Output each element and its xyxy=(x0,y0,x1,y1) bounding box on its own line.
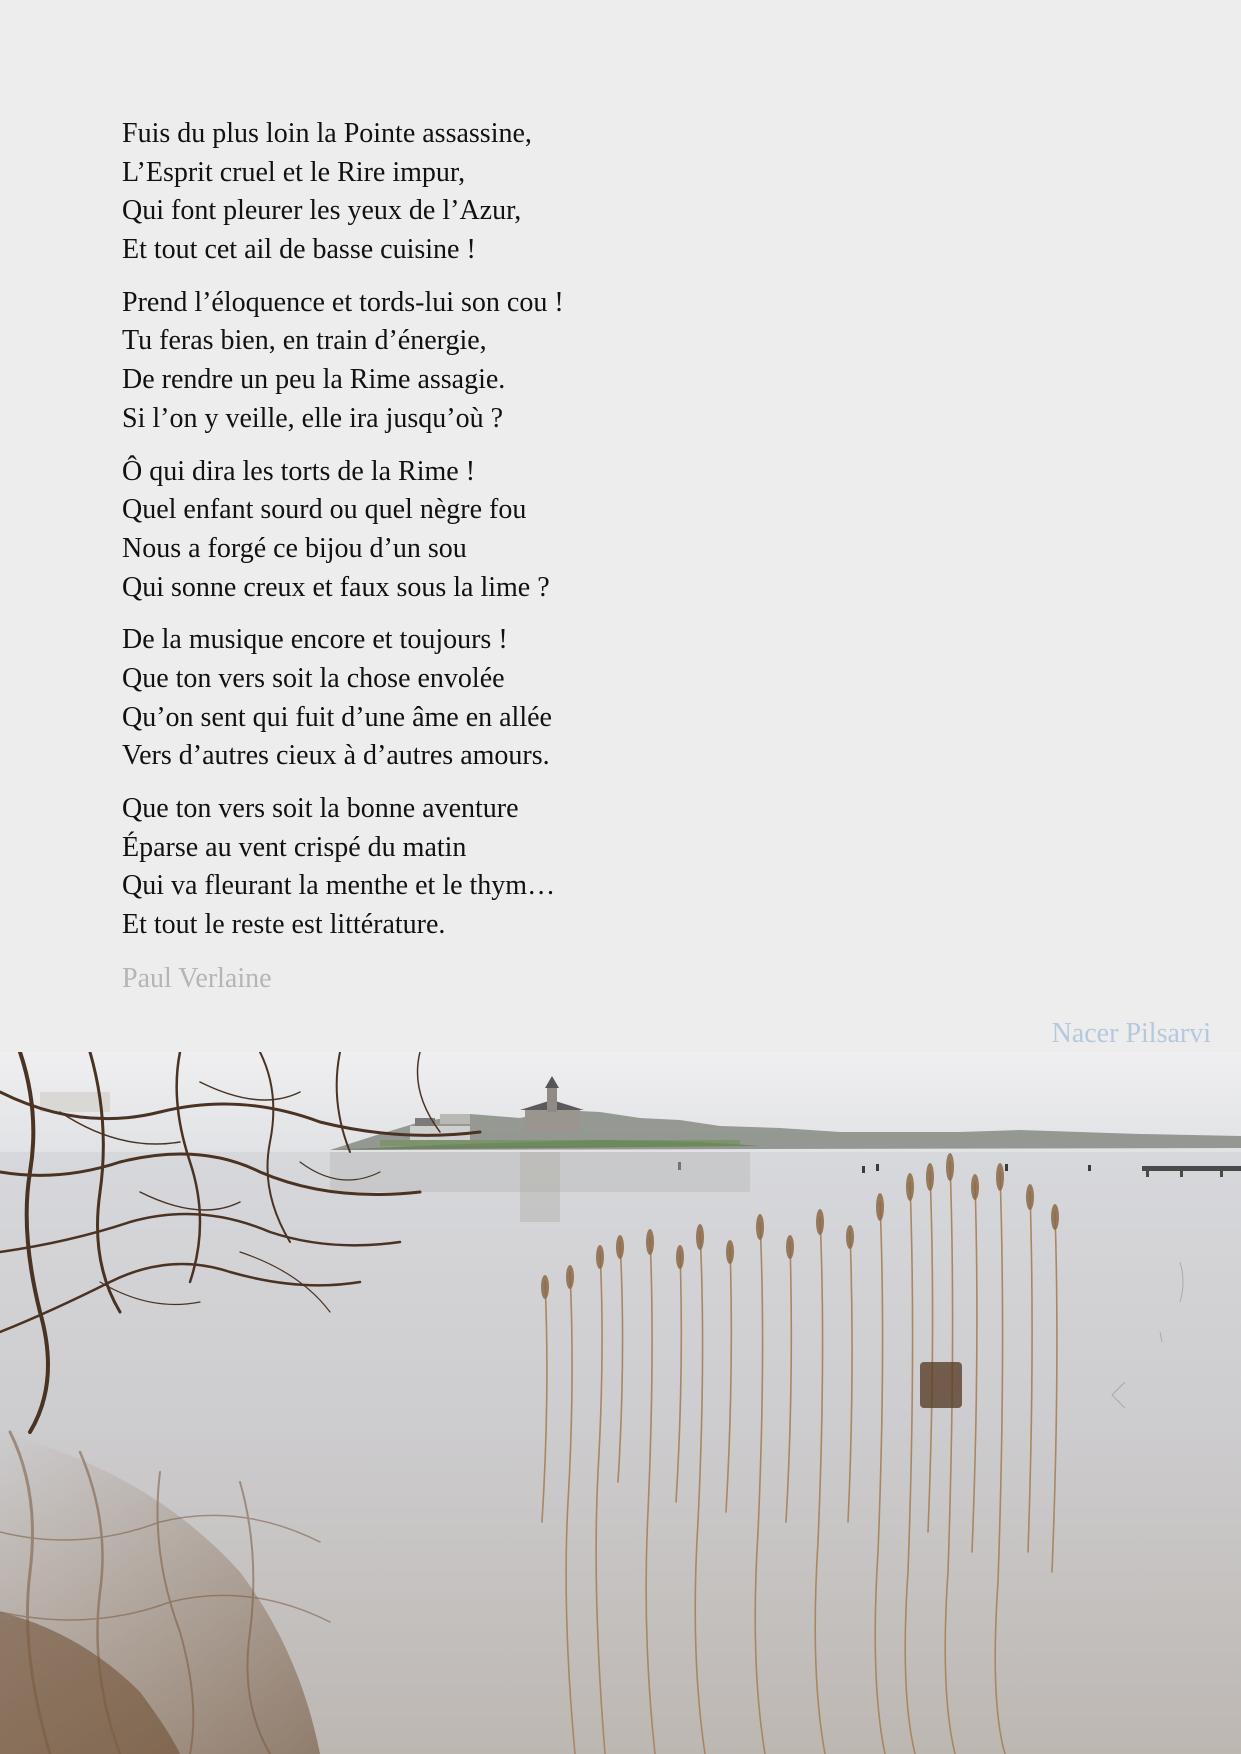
poem-line: Que ton vers soit la chose envolée xyxy=(122,662,505,694)
poem-line: Tu feras bien, en train d’énergie, xyxy=(122,325,487,357)
photo-credit: Nacer Pilsarvi xyxy=(1051,1018,1211,1049)
poem-line: Si l’on y veille, elle ira jusqu’où ? xyxy=(122,402,504,434)
poem-line: Qui sonne creux et faux sous la lime ? xyxy=(122,571,550,603)
poem-line: Qui va fleurant la menthe et le thym… xyxy=(122,870,556,902)
poem-line: Prend l’éloquence et tords-lui son cou ! xyxy=(122,286,564,318)
poem-line: Qu’on sent qui fuit d’une âme en allée xyxy=(122,701,552,733)
poem-line: L’Esprit cruel et le Rire impur, xyxy=(122,156,466,188)
poem-line: Ô qui dira les torts de la Rime ! xyxy=(122,455,476,487)
lake-reeds-illustration xyxy=(0,1052,1241,1754)
poem-line: Éparse au vent crispé du matin xyxy=(122,831,467,863)
stanza-2 xyxy=(122,284,822,439)
landscape-photo xyxy=(0,1052,1241,1754)
stanza-1 xyxy=(122,115,822,270)
poem-line: Nous a forgé ce bijou d’un sou xyxy=(122,532,467,564)
poem-line: Que ton vers soit la bonne aventure xyxy=(122,793,519,824)
poem-author: Paul Verlaine xyxy=(122,963,272,994)
stanza-3 xyxy=(122,453,822,608)
poem-line: De la musique encore et toujours ! xyxy=(122,624,508,656)
stanza-4 xyxy=(122,621,822,776)
stanza-5 xyxy=(122,790,822,945)
poem-line: Fuis du plus loin la Pointe assassine, xyxy=(122,118,532,149)
poem-line: De rendre un peu la Rime assagie. xyxy=(122,364,506,396)
poem-line: Qui font pleurer les yeux de l’Azur, xyxy=(122,195,522,227)
poem-line: Et tout cet ail de basse cuisine ! xyxy=(122,234,476,266)
poem-line: Vers d’autres cieux à d’autres amours. xyxy=(122,740,550,772)
poem-line: Et tout le reste est littérature. xyxy=(122,909,446,941)
poem-line: Quel enfant sourd ou quel nègre fou xyxy=(122,494,527,526)
poem xyxy=(122,115,822,959)
